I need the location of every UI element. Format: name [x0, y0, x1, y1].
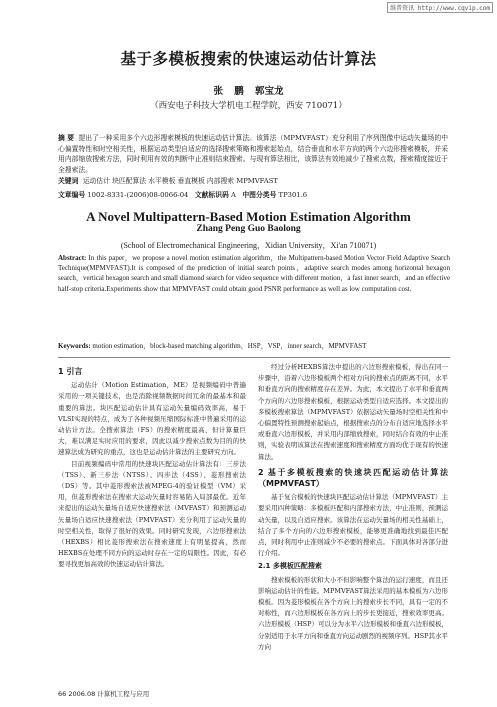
doc-code-label: 文献标识码 [194, 191, 229, 199]
section1-heading: 1 引言 [58, 367, 83, 376]
section2-1-heading: 2.1 多模板匹配搜索 [258, 562, 322, 571]
section2-intro: 基于复合模板的快速块匹配运动估计算法（MPMVFAST）主要采用四种策略：多模板匹配和内部搜索方法，中止准则，预测运动矢量，以及自适应搜索。该算法在运动矢量场的相关性基础上，结合了多个方向的六边形搜索模板，能够更准确地找到最佳匹配点，同时利用中止准则减少不必要的搜索点。下面具体对各部分进行介绍。 [258, 493, 448, 558]
authors-cn: 张 鹏 郭宝龙 [213, 86, 284, 97]
paper-title-en: A Novel Multipattern-Based Motion Estimation Algorithm [86, 209, 411, 224]
section1-paragraph: 运动估计（Motion Estimation，ME）是视频编码中普遍采用的一项关键技术，也是消除视频数据时间冗余的最基本和最重要的算法。块匹配运动估计具有运动矢量编码效率高，易于VLSI实现的特点，成为了各种视频压缩国际标准中普遍采用的运动估计方法。全搜索算法（FS）的搜索精度最高，但计算量巨大，难以满足实时应用的要求，因此以减少搜索点数为目的的快速算法成为研究的重点，这也是运动估计算法的主要研究方向。 [58, 381, 246, 457]
clc-code: TP301.6 [278, 191, 308, 199]
authors-en: Zhang Peng Guo Baolong [196, 224, 301, 234]
keywords-en [58, 341, 450, 351]
section1-paragraph: 目前视频编码中常用的快速块匹配运动估计算法有：三步法（TSS）、新三步法（NTSS）、四步法（4SS）、菱形搜索法（DS）等。其中菱形搜索法被MPEG-4的验证模型（VM）采用，但菱形搜索法在搜索大运动矢量时容易陷入局部最优。近年来提出的运动矢量场自适应快速搜索法（MVFAST）和预测运动矢量场自适应快速搜索法（PMVFAST）充分利用了运动矢量的时空相关性，取得了很好的效果。同时研究发现，六边形搜索法（HEXBS）相比菱形搜索法在搜索速度上有明显提高，然而HEXBS在处理不同方向的运动时存在一定的局限性。因此，有必要寻找更加高效的快速运动估计算法。 [58, 459, 246, 569]
classification-line [58, 189, 448, 199]
right-column [258, 362, 448, 684]
section-divider [58, 357, 450, 358]
affiliation-cn: （西安电子科技大学机电工程学院，西安 710071） [150, 101, 347, 111]
article-no: 1002-8331-(2006)08-0066-04 [87, 191, 189, 199]
affiliation-en: (School of Electromechanical Engineering，Xidian University，Xi'an 710071) [120, 241, 377, 250]
page-footer: 66 2006.08 计算机工程与应用 [58, 690, 150, 698]
section2-1-text: 搜索模板的形状和大小不但影响整个算法的运行速度，而且还影响运动估计的性能。MPMVFAST算法采用的基本模板为六边形模板。因为菱形模板在各个方向上的搜索步长不同，具有一定的不对称性，而六边形模板在各方向上的步长更接近，搜索效率更高。六边形模板（HSP）可以分为水平六边形模板和垂直六边形模板，分别适用于水平方向和垂直方向运动剧烈的视频序列。HSP其水平方向 [258, 575, 448, 651]
abstract-cn [58, 133, 448, 175]
abstract-cn-label: 摘 要 [58, 134, 75, 142]
abstract-en-label: Abstract: [58, 254, 87, 262]
keywords-cn [58, 175, 448, 185]
abstract-en [58, 253, 450, 294]
watermark[interactable]: 维普资讯 http://www.cqvip.com [387, 2, 493, 13]
paper-title-cn: 基于多模板搜索的快速运动估计算法 [120, 50, 377, 68]
keywords-cn-text: 运动估计 块匹配算法 水平模板 垂直模板 内部搜索 MPMVFAST [82, 177, 278, 185]
section2-heading: 2 基于多模板搜索的快速块匹配运动估计算法（MPMVFAST） [258, 467, 448, 489]
keywords-cn-label: 关键词 [58, 177, 79, 185]
keywords-en-label: Keywords: [58, 342, 91, 350]
left-column [58, 362, 246, 684]
section1-continued: 经过分析HEXBS算法中提出的六边形搜索模板，得出在同一步骤中，沿着六边形模板两个相对方向的搜索点的距离不同，水平和垂直方向的搜索精度存在差异。为此，本文提出了水平和垂直两个方向的六边形搜索模板，根据运动类型自适应选择。本文提出的多模板搜索算法（MPMVFAST）依据运动矢量场时空相关性和中心偏置特性预测搜索起始点，根据搜索点的分布自适应地选择水平或垂直六边形模板，并采用内部缩放搜索，同时结合有效的中止准则，实验表明该算法在搜索速度和搜索精度方面均优于现有的快速算法。 [258, 363, 448, 461]
abstract-en-text: In this paper，we propose a novel motion estimation algorithm，the Multipattern-based Motion Vector Field Adaptive Search Technique(MPMVFAST).It is composed of the prediction of initial search points，adaptive search modes among horizontal hexagon search，vertical hexagon search and small diamond search for video sequence with different motion，a fast inner search，and an effective half-stop criteria.Experiments show that MPMVFAST could obtain good PSNR performance as well as low computation cost. [58, 254, 450, 293]
clc-label: 中图分类号 [242, 191, 277, 199]
article-no-label: 文章编号 [58, 191, 86, 199]
doc-code: A [230, 191, 236, 199]
keywords-en-text: motion estimation，block-based matching algorithm，HSP，VSP，inner search，MPMVFAST [92, 342, 367, 350]
abstract-cn-text: 提出了一种采用多个六边形搜索模板的快速运动估计算法。该算法（MPMVFAST）充分利用了序列图像中运动矢量场的中心偏置特性和时空相关性，根据运动类型自适应的选择搜索策略和搜索起始点，结合垂直和水平方向的两个六边形搜索模板，并采用内部缩放搜索方法，同时利用有效的判断中止准则结束搜索。与现有算法相比，该算法有效地减少了搜索点数，搜索精度接近于全搜索法。 [58, 134, 448, 174]
